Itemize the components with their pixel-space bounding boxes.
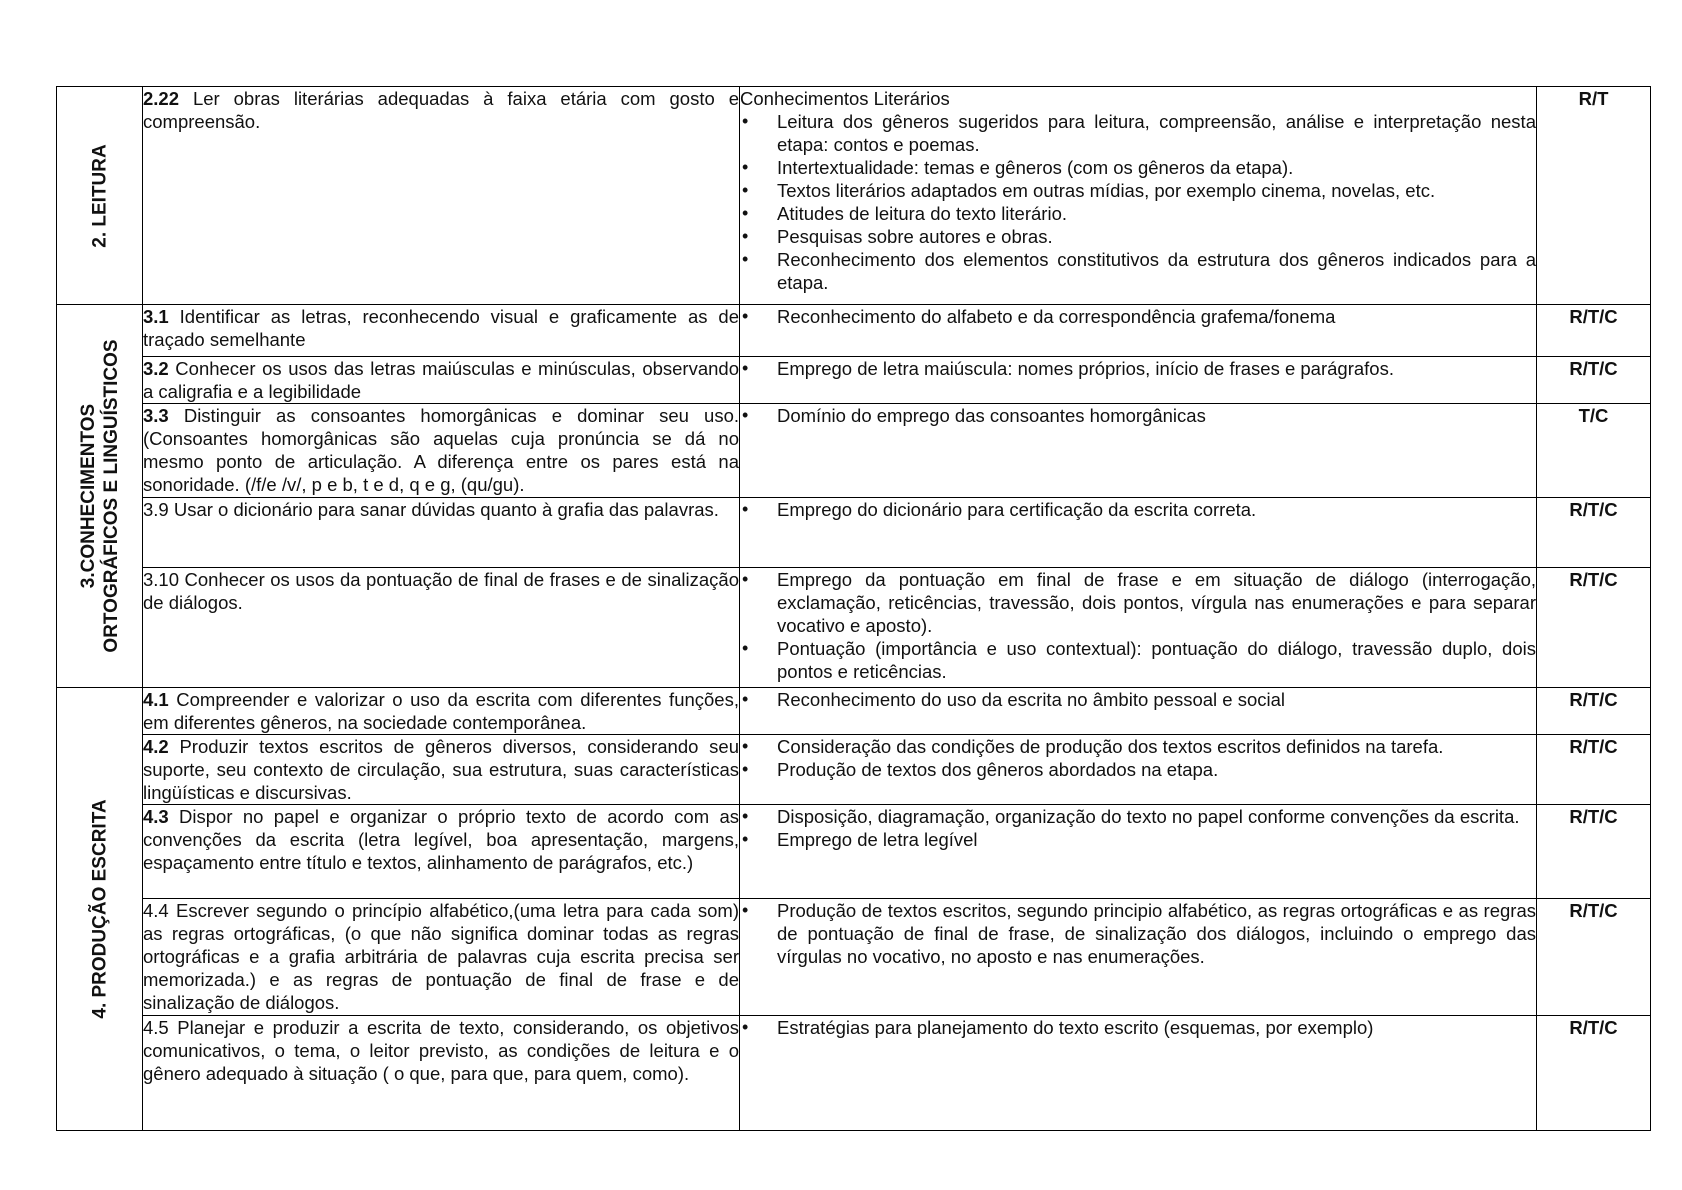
content-bullet: • Produção de textos escritos, segundo principio alfabético, as regras ortográficas e as regras de pontuação de final de frase, de sinalização dos diálogos, incluindo o emprego das vírgulas no vocativo, no aposto e nas enumerações. xyxy=(740,899,1536,968)
content-cell xyxy=(740,688,1537,735)
content-cell xyxy=(740,498,1537,568)
table-row xyxy=(57,498,1651,568)
content-bullet: • Atitudes de leitura do texto literário. xyxy=(740,202,1536,225)
objective-cell xyxy=(143,899,740,1016)
objective-text: Compreender e valorizar o uso da escrita com diferentes funções, em diferentes gêneros, na sociedade contemporânea. xyxy=(143,689,739,733)
objective-cell xyxy=(143,305,740,357)
objective-cell xyxy=(143,568,740,688)
objective-number: 4.2 xyxy=(143,736,169,757)
content-heading: Conhecimentos Literários xyxy=(740,88,950,109)
section-label-producao: 4. PRODUÇÃO ESCRITA xyxy=(89,799,110,1019)
objective-number: 2.22 xyxy=(143,88,180,109)
table-row xyxy=(57,404,1651,498)
evaluation-code: R/T/C xyxy=(1537,1016,1651,1131)
content-bullet: • Intertextualidade: temas e gêneros (com os gêneros da etapa). xyxy=(740,156,1536,179)
content-bullet: • Emprego do dicionário para certificação da escrita correta. xyxy=(740,498,1536,521)
evaluation-code: R/T/C xyxy=(1537,688,1651,735)
content-bullet: • Emprego de letra maiúscula: nomes próprios, início de frases e parágrafos. xyxy=(740,357,1536,380)
content-cell xyxy=(740,735,1537,805)
objective-text: Conhecer os usos das letras maiúsculas e minúsculas, observando a caligrafia e a legibilidade xyxy=(143,358,739,402)
content-cell xyxy=(740,404,1537,498)
table-row xyxy=(57,568,1651,688)
content-bullet: • Emprego de letra legível xyxy=(740,828,1536,851)
objective-text: Ler obras literárias adequadas à faixa etária com gosto e compreensão. xyxy=(143,88,739,132)
objective-text: 4.5 Planejar e produzir a escrita de texto, considerando, os objetivos comunicativos, o tema, o leitor previsto, as condições de leitura e o gênero adequado à situação ( o que, para que, para quem, como). xyxy=(143,1017,739,1084)
objective-text: Identificar as letras, reconhecendo visual e graficamente as de traçado semelhante xyxy=(143,306,739,350)
section-cell-leitura xyxy=(57,87,143,305)
objective-number: 4.1 xyxy=(143,689,169,710)
content-bullet: • Estratégias para planejamento do texto escrito (esquemas, por exemplo) xyxy=(740,1016,1536,1039)
evaluation-code: T/C xyxy=(1537,404,1651,498)
objective-cell xyxy=(143,498,740,568)
content-bullet: • Pontuação (importância e uso contextual): pontuação do diálogo, travessão duplo, dois pontos e reticências. xyxy=(740,637,1536,683)
objective-cell xyxy=(143,87,740,305)
content-cell xyxy=(740,1016,1537,1131)
objective-number: 3.3 xyxy=(143,405,169,426)
content-cell xyxy=(740,899,1537,1016)
content-cell xyxy=(740,87,1537,305)
table-row xyxy=(57,805,1651,899)
section-cell-producao xyxy=(57,688,143,1131)
section-label-conhecimentos-line1: 3.CONHECIMENTOS xyxy=(77,403,99,589)
objective-text: 4.4 Escrever segundo o princípio alfabético,(uma letra para cada som) as regras ortográficas, (o que não significa dominar todas as regras ortográficas e a grafia arbitrária de palavras cuja escrita precisa ser memorizada.) e as regras de pontuação de final de frase e de sinalização de diálogos. xyxy=(143,900,739,1013)
evaluation-code: R/T/C xyxy=(1537,305,1651,357)
objective-cell xyxy=(143,404,740,498)
section-cell-conhecimentos xyxy=(57,305,143,688)
evaluation-code: R/T xyxy=(1537,87,1651,305)
content-bullet: • Emprego da pontuação em final de frase e em situação de diálogo (interrogação, exclamação, reticências, travessão, dois pontos, vírgula nas enumerações e para separar vocativo e aposto). xyxy=(740,568,1536,637)
objective-number: 3.1 xyxy=(143,306,169,327)
objective-number: 3.2 xyxy=(143,358,169,379)
content-bullet: • Disposição, diagramação, organização do texto no papel conforme convenções da escrita. xyxy=(740,805,1536,828)
objective-cell xyxy=(143,805,740,899)
content-bullet: • Reconhecimento dos elementos constitutivos da estrutura dos gêneros indicados para a etapa. xyxy=(740,248,1536,294)
table-row xyxy=(57,1016,1651,1131)
content-bullet: • Reconhecimento do alfabeto e da correspondência grafema/fonema xyxy=(740,305,1536,328)
section-label-conhecimentos-line2: ORTOGRÁFICOS E LINGUÍSTICOS xyxy=(100,339,122,653)
objective-text: 3.10 Conhecer os usos da pontuação de final de frases e de sinalização de diálogos. xyxy=(143,569,739,613)
content-bullet: • Leitura dos gêneros sugeridos para leitura, compreensão, análise e interpretação nesta etapa: contos e poemas. xyxy=(740,110,1536,156)
evaluation-code: R/T/C xyxy=(1537,805,1651,899)
evaluation-code: R/T/C xyxy=(1537,357,1651,404)
evaluation-code: R/T/C xyxy=(1537,498,1651,568)
evaluation-code: R/T/C xyxy=(1537,735,1651,805)
content-cell xyxy=(740,357,1537,404)
content-bullet: • Domínio do emprego das consoantes homorgânicas xyxy=(740,404,1536,427)
objective-cell xyxy=(143,735,740,805)
evaluation-code: R/T/C xyxy=(1537,568,1651,688)
table-row xyxy=(57,305,1651,357)
objective-number: 4.3 xyxy=(143,806,169,827)
content-bullet: • Produção de textos dos gêneros abordados na etapa. xyxy=(740,758,1536,781)
objective-cell xyxy=(143,1016,740,1131)
table-row xyxy=(57,688,1651,735)
content-cell xyxy=(740,305,1537,357)
objective-text: 3.9 Usar o dicionário para sanar dúvidas quanto à grafia das palavras. xyxy=(143,499,719,520)
evaluation-code: R/T/C xyxy=(1537,899,1651,1016)
objective-text: Distinguir as consoantes homorgânicas e dominar seu uso. (Consoantes homorgânicas são aquelas cuja pronúncia se dá no mesmo ponto de articulação. A diferença entre os pares está na sonoridade. (/f/e /v/, p e b, t e d, q e g, (qu/gu). xyxy=(143,405,739,495)
content-bullet: • Reconhecimento do uso da escrita no âmbito pessoal e social xyxy=(740,688,1536,711)
table-row xyxy=(57,87,1651,305)
content-cell xyxy=(740,568,1537,688)
table-row xyxy=(57,357,1651,404)
objective-cell xyxy=(143,357,740,404)
content-cell xyxy=(740,805,1537,899)
content-bullet: • Pesquisas sobre autores e obras. xyxy=(740,225,1536,248)
objective-text: Produzir textos escritos de gêneros diversos, considerando seu suporte, seu contexto de circulação, sua estrutura, suas características lingüísticas e discursivas. xyxy=(143,736,739,803)
objective-text: Dispor no papel e organizar o próprio texto de acordo com as convenções da escrita (letra legível, boa apresentação, margens, espaçamento entre título e textos, alinhamento de parágrafos, etc.) xyxy=(143,806,739,873)
curriculum-table xyxy=(56,86,1651,1131)
content-bullet: • Consideração das condições de produção dos textos escritos definidos na tarefa. xyxy=(740,735,1536,758)
content-bullet: • Textos literários adaptados em outras mídias, por exemplo cinema, novelas, etc. xyxy=(740,179,1536,202)
table-row xyxy=(57,899,1651,1016)
objective-cell xyxy=(143,688,740,735)
section-label-leitura: 2. LEITURA xyxy=(89,143,110,248)
table-row xyxy=(57,735,1651,805)
